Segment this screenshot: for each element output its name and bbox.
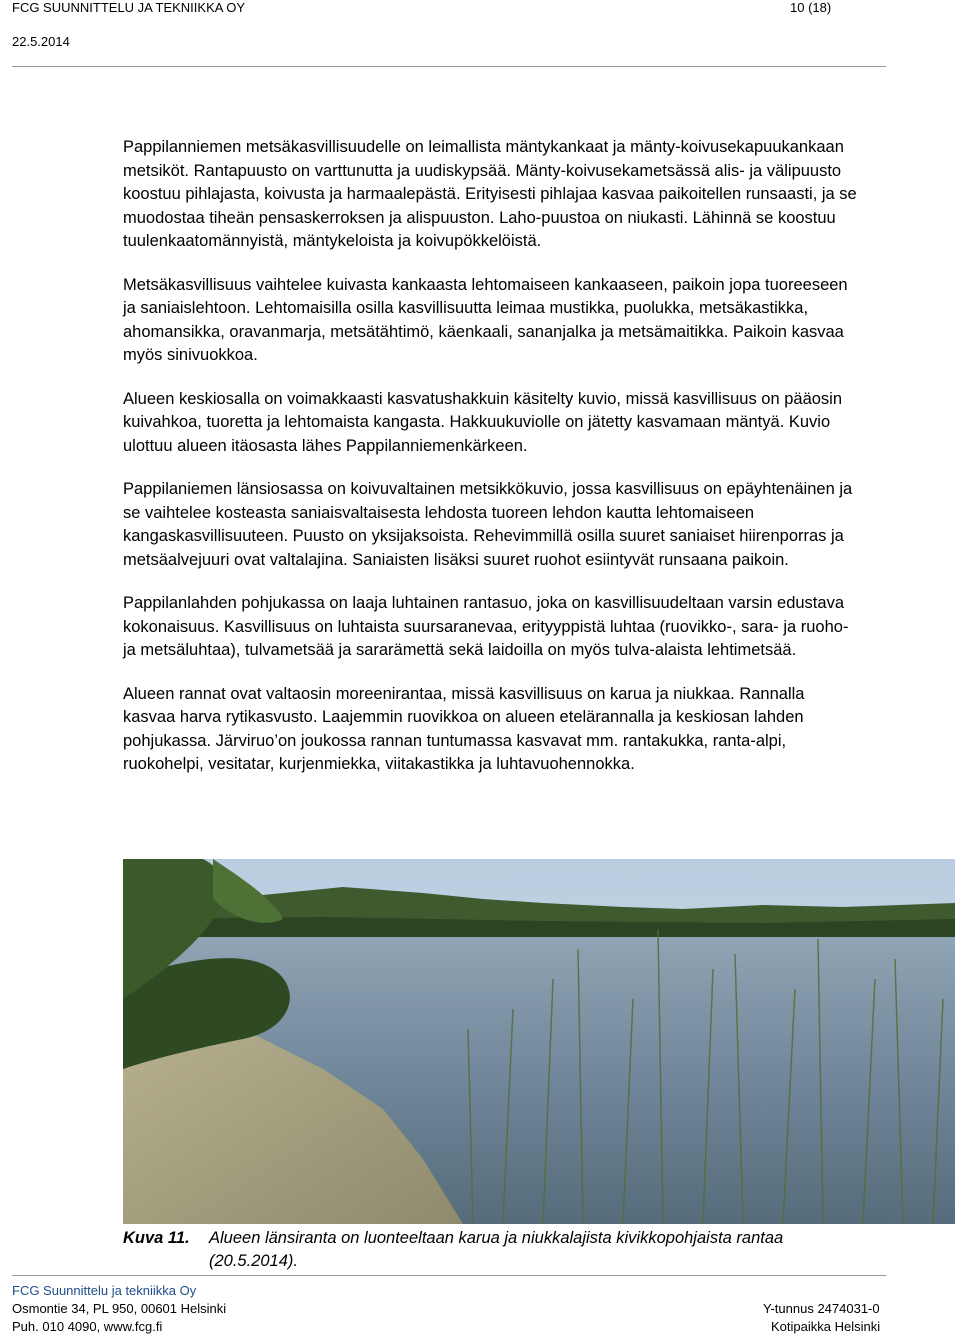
figure-caption <box>123 1227 858 1273</box>
header-company: FCG SUUNNITTELU JA TEKNIIKKA OY <box>12 0 246 15</box>
footer-phone-web: Puh. 010 4090, www.fcg.fi <box>12 1319 163 1334</box>
paragraph-western-part: Pappilaniemen länsiosassa on koivuvaltainen metsikkökuvio, jossa kasvillisuus on epäyhtenäinen ja se vaihtelee kosteasta saniaisvaltaisesta lehdosta tuoreen lehdon kautta lehtomaiseen kangaskasvillisuuteen. Puusto on yksijaksoista. Rehevimmillä osilla suuret saniaiset hiirenporras ja metsäalvejuuri ovat valtalajina. Saniaisten lisäksi suuret ruohot esiintyvät runsaana paikoin. <box>123 480 853 569</box>
caption-label: Kuva 11. <box>123 1229 190 1247</box>
header-page-number: 10 (18) <box>790 0 832 15</box>
paragraph-forest-vegetation: Pappilanniemen metsäkasvillisuudelle on leimallista mäntykankaat ja mänty-koivusekapuukankaan metsiköt. Rantapuusto on varttunutta ja uudiskypsää. Mänty-koivusekametsässä alis- ja välipuusto koostuu pihlajasta, koivusta ja harmaalepästä. Erityisesti pihlajaa kasvaa paikoitellen runsaasti, ja se muodostaa tiheän pensaskerroksen ja alispuuston. Laho-puustoa on niukasti. Lähinnä se koostuu tuulenkaatomännyistä, mäntykeloista ja koivupökkelöistä. <box>123 138 857 250</box>
footer-domicile: Kotipaikka Helsinki <box>771 1319 881 1334</box>
header-date: 22.5.2014 <box>12 34 70 49</box>
paragraph-central-area: Alueen keskiosalla on voimakkaasti kasvatushakkuin käsitelty kuvio, missä kasvillisuus on pääosin kuivahkoa, tuoretta ja lehtomaista kangasta. Hakkuukuviolle on jätetty kasvamaan mäntyä. Kuvio ulottuu alueen itäosasta lähes Pappilanniemenkärkeen. <box>123 389 843 455</box>
lake-shore-photo <box>123 859 955 1224</box>
footer-divider <box>12 1275 886 1276</box>
paragraph-forest-types: Metsäkasvillisuus vaihtelee kuivasta kankaasta lehtomaiseen kankaaseen, paikoin jopa tuoreeseen ja saniaislehtoon. Lehtomaisilla osilla kasvillisuutta leimaa mustikka, puolukka, metsäkastikka, ahomansikka, oravanmarja, metsätähtimö, käenkaali, sananjalka ja metsämaitikka. Paikoin kasvaa myös sinivuokkoa. <box>123 275 848 364</box>
footer-business-id: Y-tunnus 2474031-0 <box>763 1301 880 1316</box>
paragraph-bay-shore: Pappilanlahden pohjukassa on laaja luhtainen rantasuo, joka on kasvillisuudeltaan varsin edustava kokonaisuus. Kasvillisuus on luhtaista suursaranevaa, erityyppistä luhtaa (ruovikko-, sara- ja ruoho- ja metsäluhtaa), tulvametsää ja sararämettä sekä laidoilla on myös tulva-alaista lehtimetsää. <box>123 594 849 659</box>
caption-date: (20.5.2014). <box>209 1252 298 1270</box>
document-body <box>123 136 858 797</box>
footer-address: Osmontie 34, PL 950, 00601 Helsinki <box>12 1301 227 1316</box>
footer-company: FCG Suunnittelu ja tekniikka Oy <box>12 1283 197 1298</box>
caption-text: Alueen länsiranta on luonteeltaan karua ja niukkalajista kivikkopohjaista rantaa <box>209 1229 784 1247</box>
paragraph-shorelines: Alueen rannat ovat valtaosin moreenirantaa, missä kasvillisuus on karua ja niukkaa. Rannalla kasvaa harva rytikasvusto. Laajemmin ruovikkoa on alueen etelärannalla ja keskiosan lahden pohjukassa. Järviruo’on joukossa rannan tuntumassa kasvavat mm. rantakukka, ranta-alpi, ruokohelpi, vesitatar, kurjenmiekka, viitakastikka ja luhtavuohennokka. <box>123 684 805 773</box>
header-divider <box>12 66 886 67</box>
